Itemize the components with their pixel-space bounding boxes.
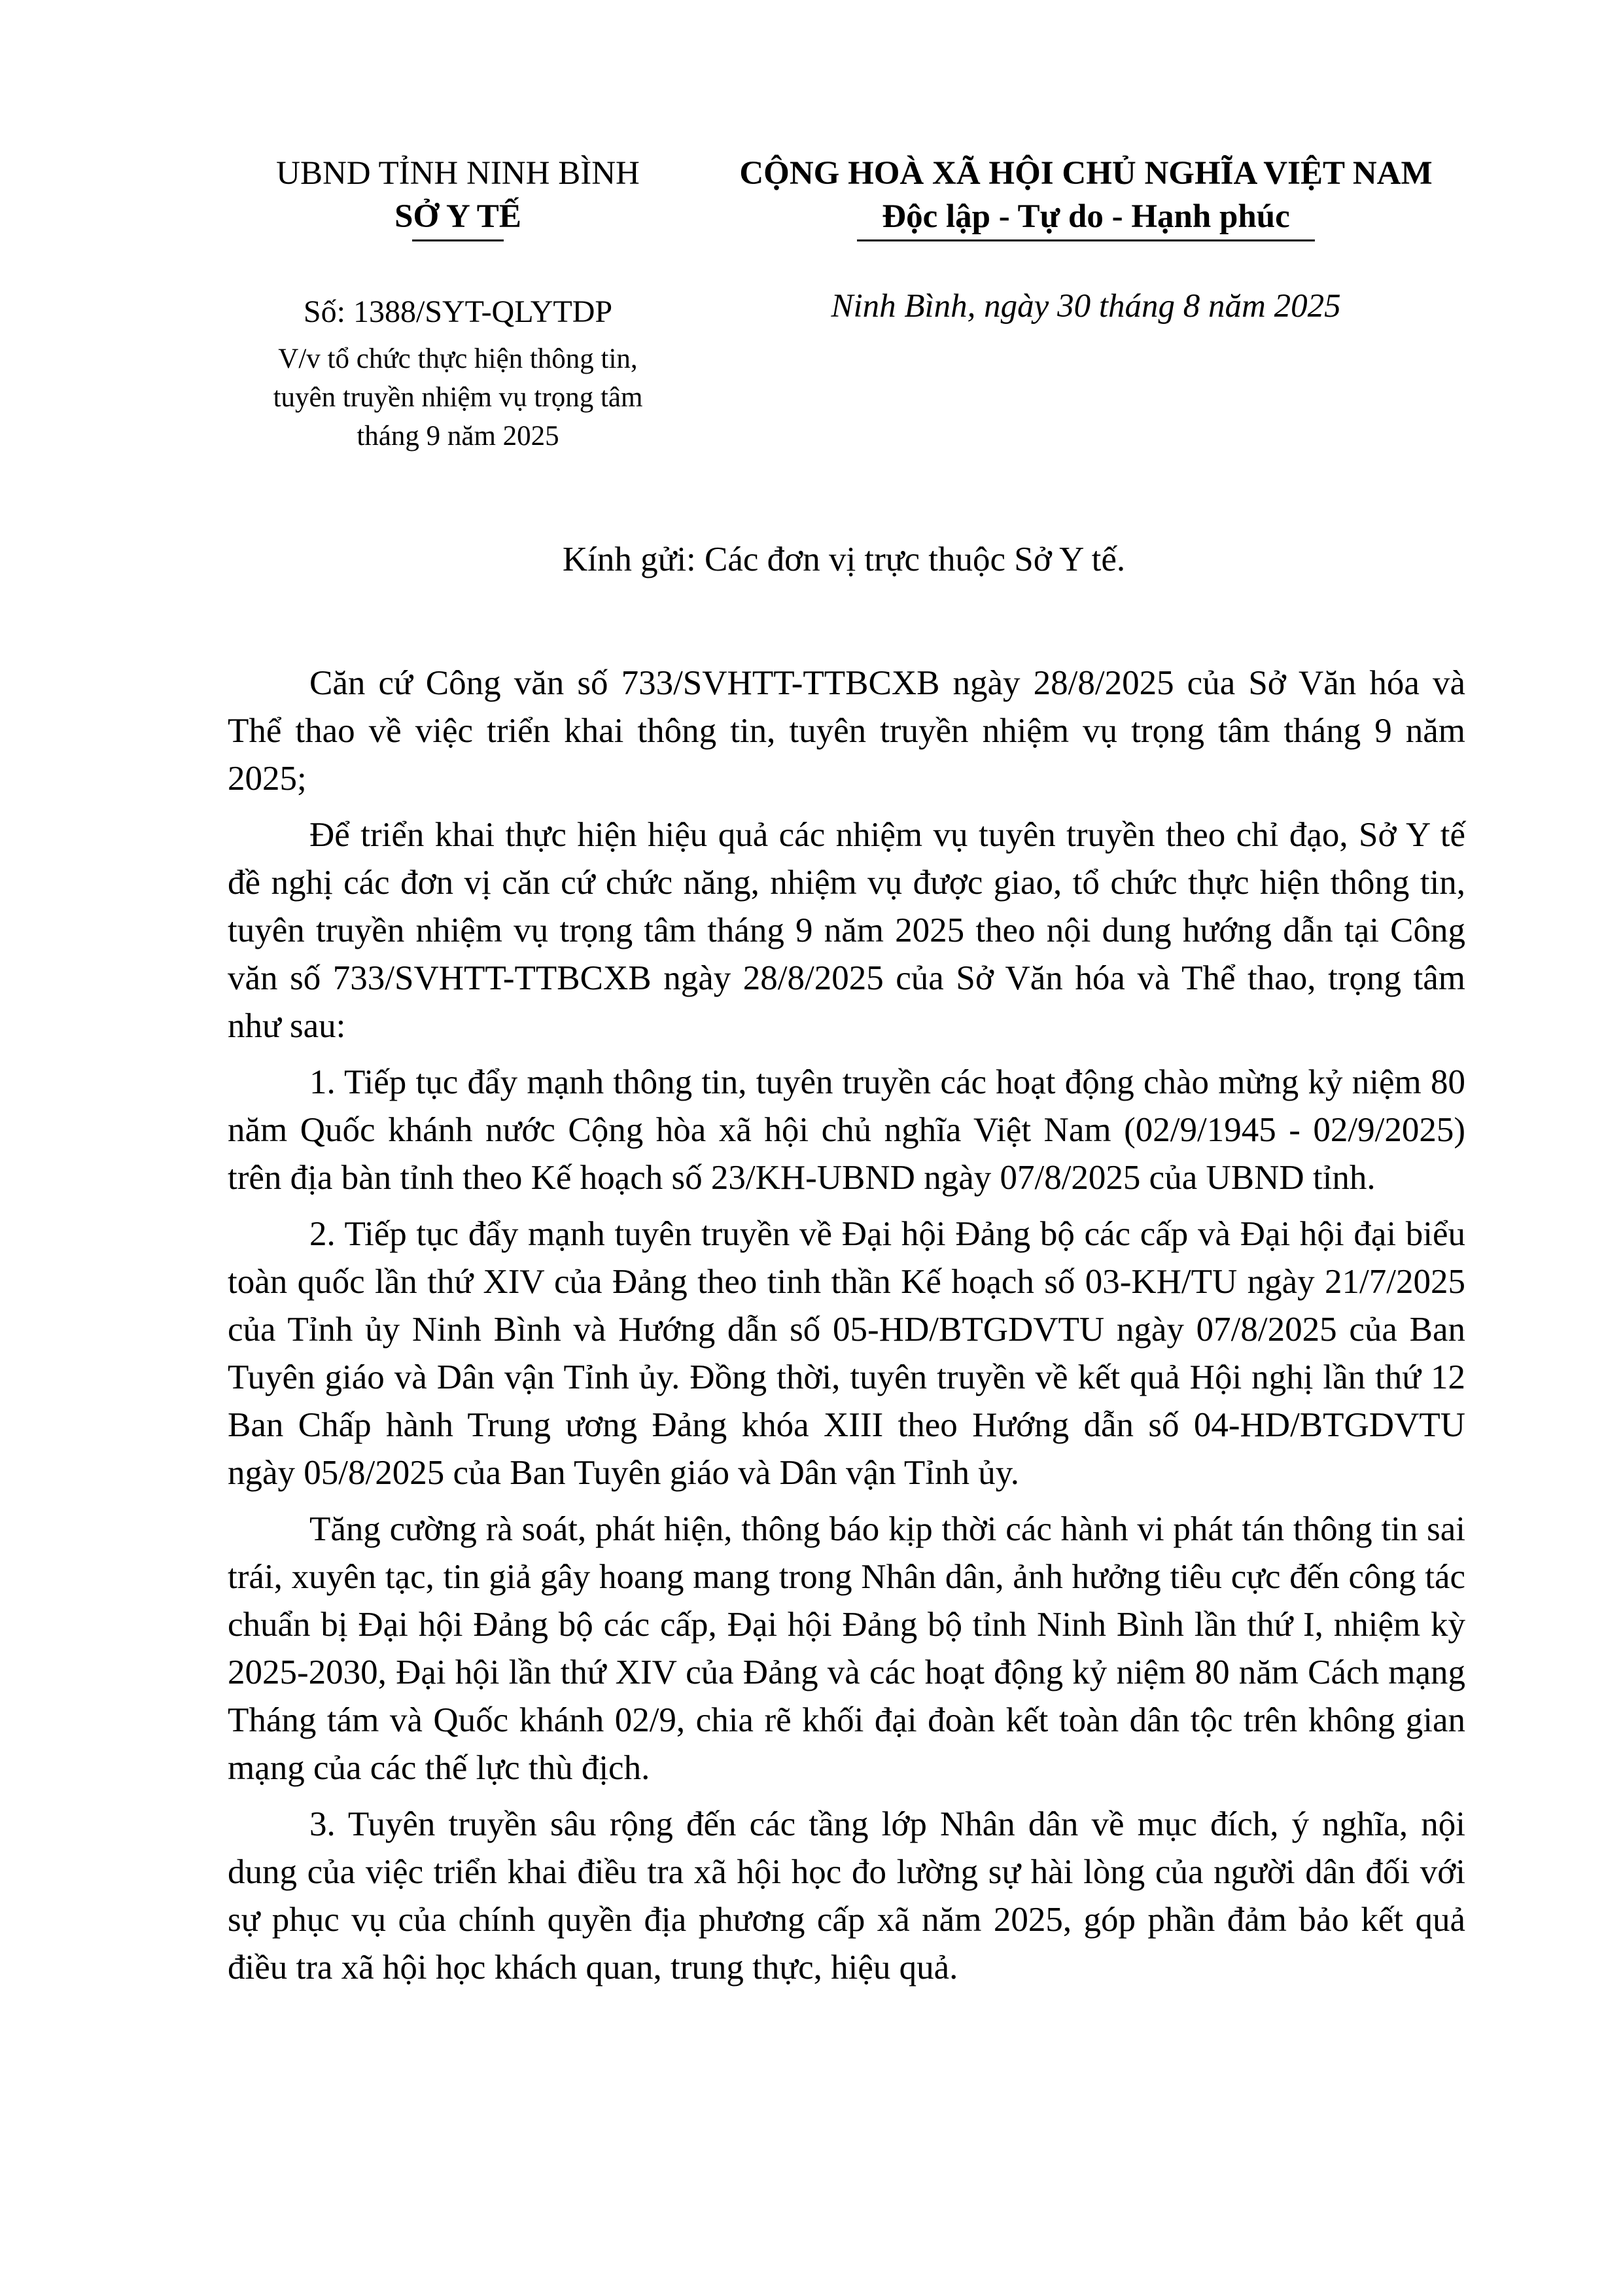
subject-line: tuyên truyền nhiệm vụ trọng tâm: [273, 382, 643, 413]
document-body: [228, 660, 1465, 2000]
issuing-authority: UBND TỈNH NINH BÌNH: [276, 155, 640, 192]
national-motto: Độc lập - Tự do - Hạnh phúc: [882, 198, 1290, 235]
department-underline: [412, 239, 504, 241]
body-paragraph: 2. Tiếp tục đẩy mạnh tuyên truyền về Đại hội Đảng bộ các cấp và Đại hội đại biểu toàn quốc lần thứ XIV của Đảng theo tinh thần Kế hoạch số 03-KH/TU ngày 21/7/2025 của Tỉnh ủy Ninh Bình và Hướng dẫn số 05-HD/BTGDVTU ngày 07/8/2025 của Ban Tuyên giáo và Dân vận Tỉnh ủy. Đồng thời, tuyên truyền về kết quả Hội nghị lần thứ 12 Ban Chấp hành Trung ương Đảng khóa XIII theo Hướng dẫn số 04-HD/BTGDVTU ngày 05/8/2025 của Ban Tuyên giáo và Dân vận Tỉnh ủy.: [228, 1215, 1465, 1492]
recipient-line: Kính gửi: Các đơn vị trực thuộc Sở Y tế.: [562, 540, 1126, 578]
issuing-department: SỞ Y TẾ: [394, 198, 521, 235]
place-date-line: Ninh Bình, ngày 30 tháng 8 năm 2025: [831, 288, 1341, 325]
motto-underline: [857, 239, 1315, 241]
document-header: [222, 152, 1465, 453]
subject-line: tháng 9 năm 2025: [357, 421, 559, 451]
body-paragraph: Để triển khai thực hiện hiệu quả các nhiệm vụ tuyên truyền theo chỉ đạo, Sở Y tế đề nghị các đơn vị căn cứ chức năng, nhiệm vụ được giao, tổ chức thực hiện thông tin, tuyên truyền nhiệm vụ trọng tâm tháng 9 năm 2025 theo nội dung hướng dẫn tại Công văn số 733/SVHTT-TTBCXB ngày 28/8/2025 của Sở Văn hóa và Thể thao, trọng tâm như sau:: [228, 816, 1465, 1045]
national-block: [707, 152, 1465, 328]
body-paragraph: Tăng cường rà soát, phát hiện, thông báo kịp thời các hành vi phát tán thông tin sai trái, xuyên tạc, tin giả gây hoang mang trong Nhân dân, ảnh hưởng tiêu cực đến công tác chuẩn bị Đại hội Đảng bộ các cấp, Đại hội Đảng bộ tỉnh Ninh Bình lần thứ I, nhiệm kỳ 2025-2030, Đại hội lần thứ XIV của Đảng và các hoạt động kỷ niệm 80 năm Cách mạng Tháng tám và Quốc khánh 02/9, chia rẽ khối đại đoàn kết toàn dân tộc trên không gian mạng của các thế lực thù địch.: [228, 1510, 1465, 1787]
subject-line: V/v tổ chức thực hiện thông tin,: [278, 344, 638, 374]
body-paragraph: Căn cứ Công văn số 733/SVHTT-TTBCXB ngày 28/8/2025 của Sở Văn hóa và Thể thao về việc triển khai thông tin, tuyên truyền nhiệm vụ trọng tâm tháng 9 năm 2025;: [228, 664, 1465, 798]
document-subject: [222, 340, 693, 455]
national-title: CỘNG HOÀ XÃ HỘI CHỦ NGHĨA VIỆT NAM: [739, 155, 1433, 192]
issuer-block: [222, 152, 693, 455]
body-paragraph: 3. Tuyên truyền sâu rộng đến các tầng lớp Nhân dân về mục đích, ý nghĩa, nội dung của việc triển khai điều tra xã hội học đo lường sự hài lòng của người dân đối với sự phục vụ của chính quyền địa phương cấp xã năm 2025, góp phần đảm bảo kết quả điều tra xã hội học khách quan, trung thực, hiệu quả.: [228, 1805, 1465, 1987]
document-number: Số: 1388/SYT-QLYTDP: [303, 294, 613, 329]
body-paragraph: 1. Tiếp tục đẩy mạnh thông tin, tuyên truyền các hoạt động chào mừng kỷ niệm 80 năm Quốc khánh nước Cộng hòa xã hội chủ nghĩa Việt Nam (02/9/1945 - 02/9/2025) trên địa bàn tỉnh theo Kế hoạch số 23/KH-UBND ngày 07/8/2025 của UBND tỉnh.: [228, 1063, 1465, 1197]
